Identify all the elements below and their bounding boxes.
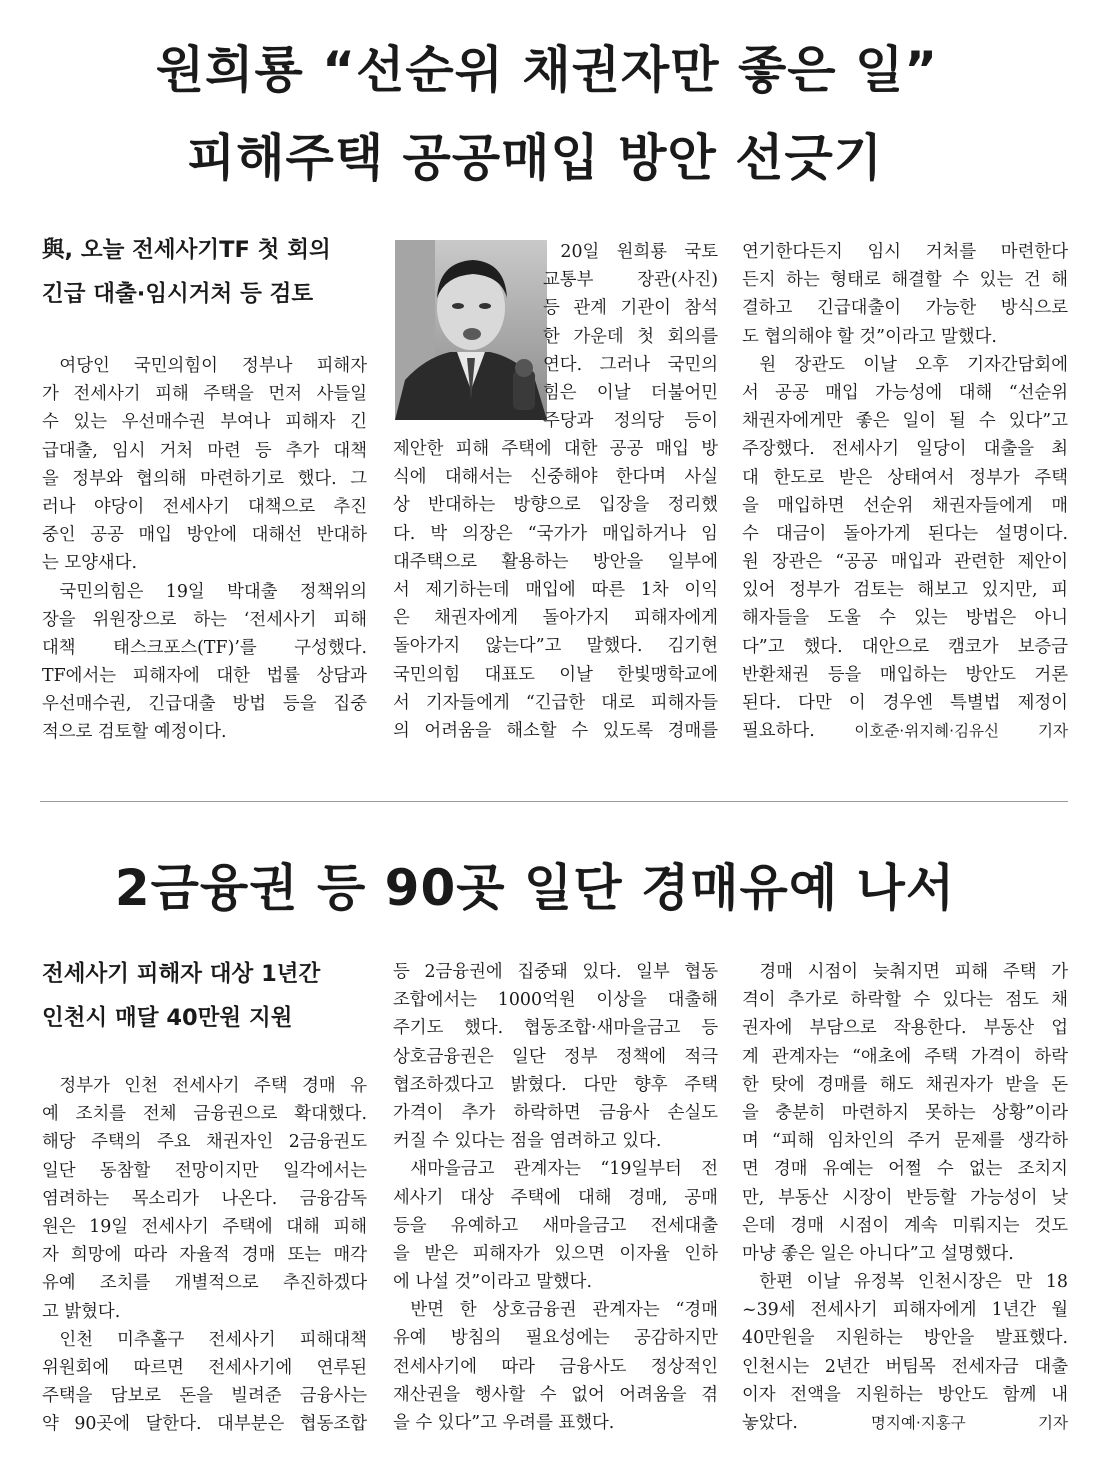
text-line: 해당 주택의 주요 채권자인 2금융권도 <box>42 1132 367 1153</box>
reporter-byline: 이호준·위지혜·김유신 기자 <box>854 722 1068 741</box>
text-line: 국민의힘은 19일 박대출 정책위의 <box>59 581 367 602</box>
text-line: 20일 원희룡 국토 <box>560 242 718 262</box>
text-line: 있어 정부가 검토는 해보고 있지만, 피 <box>742 580 1068 601</box>
article2-subhead <box>42 952 320 1040</box>
article1-headline-line1: 원희룡 “선순위 채권자만 좋은 일” <box>155 41 939 99</box>
text-line: 서 제기하는데 매입에 따른 1차 이익 <box>393 579 718 600</box>
text-line: 마냥 좋은 일은 아니다”고 설명했다. <box>742 1243 1014 1264</box>
section-divider <box>40 801 1068 802</box>
text-line: 주당과 정의당 등이 <box>543 411 718 432</box>
text-line: 여당인 국민의힘이 정부나 피해자 <box>59 356 367 376</box>
text-line: 을 매입하면 선순위 채권자들에게 매 <box>742 495 1068 516</box>
text-line: 급대출, 임시 거처 마련 등 추가 대책 <box>42 440 367 461</box>
text-line: 수 있는 우선매수권 부여나 피해자 긴 <box>42 412 367 433</box>
text-line: 한 탓에 경매를 해도 채권자가 받을 돈 <box>742 1074 1068 1095</box>
article1-headline-line2: 피해주택 공공매입 방안 선긋기 <box>186 129 884 187</box>
text-line: 경매 시점이 늦춰지면 피해 주택 가 <box>759 962 1068 982</box>
text-line: 을 충분히 마련하지 못하는 상황”이라 <box>742 1102 1068 1123</box>
article1-subhead <box>42 228 331 316</box>
text-line: 유예 방침의 필요성에는 공감하지만 <box>393 1328 718 1349</box>
text-line: 든지 하는 형태로 해결할 수 있는 건 해 <box>742 270 1068 291</box>
text-line: 등 2금융권에 집중돼 있다. 일부 협동 <box>393 962 718 982</box>
text-line: 제안한 피해 주택에 대한 공공 매입 방 <box>393 439 718 459</box>
text-line: 정부가 인천 전세사기 주택 경매 유 <box>59 1076 367 1096</box>
text-line: 원은 19일 전세사기 주택에 대해 피해 <box>42 1216 367 1237</box>
reporter-byline: 명지예·지홍구 기자 <box>870 1414 1068 1432</box>
text-line: 일단 동참할 전망이지만 일각에서는 <box>42 1160 367 1181</box>
text-line: 유예 조치를 개별적으로 추진하겠다 <box>42 1273 367 1294</box>
text-line: 한편 이날 유정복 인천시장은 만 18 <box>759 1272 1068 1293</box>
article1-column-2 <box>393 435 718 745</box>
text-line: 가격이 추가 하락하면 금융사 손실도 <box>393 1102 718 1123</box>
text-line: 이자 전액을 지원하는 방안도 함께 내 <box>742 1384 1068 1405</box>
byline-line <box>742 717 1068 745</box>
article1-subhead-line2: 긴급 대출·임시거처 등 검토 <box>42 281 314 307</box>
text-line: 가 전세사기 피해 주택을 먼저 사들일 <box>42 384 367 405</box>
closing-text: 필요하다. <box>742 721 815 742</box>
text-line: 세사기 대상 주택에 대해 경매, 공매 <box>393 1187 718 1208</box>
text-line: 새마을금고 관계자는 “19일부터 전 <box>410 1159 718 1180</box>
text-line: 인천 미추홀구 전세사기 피해대책 <box>59 1329 367 1350</box>
text-line: 주기도 했다. 협동조합·새마을금고 등 <box>393 1018 718 1039</box>
text-line: ~39세 전세사기 피해자에게 1년간 월 <box>742 1300 1068 1321</box>
text-line: 우선매수권, 긴급대출 방법 등을 집중 <box>42 694 367 715</box>
article2-column-2 <box>393 958 718 1437</box>
text-line: TF에서는 피해자에 대한 법률 상담과 <box>42 666 367 687</box>
text-line: 반환채권 등을 매입하는 방안도 거론 <box>742 664 1068 685</box>
byline-line <box>742 1409 1068 1437</box>
text-line: 위원회에 따르면 전세사기에 연루된 <box>42 1357 367 1378</box>
text-line: 권자에 부담으로 작용한다. 부동산 업 <box>742 1018 1068 1039</box>
text-line: 상호금융권은 일단 정부 정책에 적극 <box>393 1046 718 1067</box>
minister-portrait-image <box>395 240 547 420</box>
article2-subhead-line2: 인천시 매달 40만원 지원 <box>42 1005 293 1031</box>
text-line: 중인 공공 매입 방안에 대해선 반대하 <box>42 525 367 546</box>
text-line: 반면 한 상호금융권 관계자는 “경매 <box>410 1300 718 1321</box>
text-line: 협조하겠다고 밝혔다. 다만 향후 주택 <box>393 1074 718 1095</box>
text-line: 교통부 장관(사진) <box>543 270 718 291</box>
text-line: 은데 경매 시점이 계속 미뤄지는 것도 <box>742 1215 1068 1236</box>
text-line: 한 가운데 첫 회의를 <box>543 326 718 347</box>
text-line: 은 채권자에게 돌아가지 피해자에게 <box>393 608 718 629</box>
text-line: 주택을 담보로 돈을 빌려준 금융사는 <box>42 1386 367 1407</box>
closing-text: 놓았다. <box>742 1413 798 1433</box>
text-line: 대 한도로 받은 상태여서 정부가 주택 <box>742 467 1068 488</box>
minister-photo <box>395 240 547 420</box>
text-line: 만, 부동산 시장이 반등할 가능성이 낮 <box>742 1187 1068 1208</box>
text-line: 등 관계 기관이 참석 <box>543 298 718 319</box>
text-line: 해자들을 도울 수 있는 방법은 아니 <box>742 608 1068 629</box>
text-line: 는 모양새다. <box>42 553 138 574</box>
text-line: 계 관계자는 “애초에 주택 가격이 하락 <box>742 1046 1068 1067</box>
text-line: 예 조치를 전체 금융권으로 확대했다. <box>42 1104 367 1125</box>
text-line: 주장했다. 전세사기 일당이 대출을 최 <box>742 439 1068 460</box>
text-line: 다. 박 의장은 “국가가 매입하거나 임 <box>393 523 718 544</box>
text-line: 적으로 검토할 예정이다. <box>42 722 227 743</box>
text-line: 연다. 그러나 국민의 <box>543 354 718 375</box>
article2-subhead-line1: 전세사기 피해자 대상 1년간 <box>42 961 321 987</box>
text-line: 면 경매 유예는 어쩔 수 없는 조치지 <box>742 1159 1068 1180</box>
text-line: 서 기자들에게 “긴급한 대로 피해자들 <box>393 692 718 713</box>
text-line: 대책 태스크포스(TF)’를 구성했다. <box>42 637 367 658</box>
text-line: 식에 대해서는 신중해야 한다며 사실 <box>393 467 718 488</box>
text-line: 격이 추가로 하락할 수 있다는 점도 채 <box>742 990 1068 1011</box>
text-line: 대주택으로 활용하는 방안을 일부에 <box>393 551 718 572</box>
text-line: 40만원을 지원하는 방안을 발표했다. <box>742 1328 1068 1349</box>
text-line: 장을 위원장으로 하는 ‘전세사기 피해 <box>42 609 367 630</box>
text-line: 원 장관은 “공공 매입과 관련한 제안이 <box>742 552 1068 573</box>
article1-column-3 <box>742 238 1068 745</box>
text-line: 결하고 긴급대출이 가능한 방식으로 <box>742 298 1068 319</box>
text-line: 된다. 다만 이 경우엔 특별법 제정이 <box>742 693 1068 713</box>
text-line: 조합에서는 1000억원 이상을 대출해 <box>393 990 718 1011</box>
text-line: 러나 야당이 전세사기 대책으로 추진 <box>42 496 367 517</box>
text-line: 채권자에게만 좋은 일이 될 수 있다”고 <box>742 411 1068 432</box>
text-line: 등을 유예하고 새마을금고 전세대출 <box>393 1215 718 1236</box>
text-line: 수 대금이 돌아가게 된다는 설명이다. <box>742 523 1068 544</box>
text-line: 고 밝혔다. <box>42 1301 121 1322</box>
article2-column-3 <box>742 958 1068 1437</box>
text-line: 을 정부와 협의해 마련하기로 했다. 그 <box>42 468 367 489</box>
text-line: 다”고 했다. 대안으로 캠코가 보증금 <box>742 636 1068 657</box>
text-line: 인천시는 2년간 버팀목 전세자금 대출 <box>742 1356 1068 1377</box>
text-line: 커질 수 있다는 점을 염려하고 있다. <box>393 1131 662 1152</box>
text-line: 전세사기에 따라 금융사도 정상적인 <box>393 1356 718 1377</box>
text-line: 상 반대하는 방향으로 입장을 정리했 <box>393 495 718 516</box>
text-line: 국민의힘 대표도 이날 한빛맹학교에 <box>393 664 718 685</box>
text-line: 의 어려움을 해소할 수 있도록 경매를 <box>393 720 718 741</box>
text-line: 을 수 있다”고 우려를 표했다. <box>393 1413 615 1433</box>
article1-subhead-line1: 與, 오늘 전세사기TF 첫 회의 <box>42 237 331 263</box>
text-line: 도 협의해야 할 것”이라고 말했다. <box>742 326 997 347</box>
text-line: 재산권을 행사할 수 없어 어려움을 겪 <box>393 1384 718 1405</box>
text-line: 자 희망에 따라 자율적 경매 또는 매각 <box>42 1245 367 1266</box>
text-line: 에 나설 것”이라고 말했다. <box>393 1272 592 1293</box>
article2-column-1 <box>42 1072 367 1438</box>
text-line: 염려하는 목소리가 나온다. 금융감독 <box>42 1188 367 1209</box>
text-line: 돌아가지 않는다”고 말했다. 김기현 <box>393 636 718 657</box>
text-line: 원 장관도 이날 오후 기자간담회에 <box>759 354 1068 375</box>
text-line: 며 “피해 임차인의 주거 문제를 생각하 <box>742 1131 1068 1152</box>
article1-column-2-top <box>543 238 718 435</box>
article2-headline: 2금융권 등 90곳 일단 경매유예 나서 <box>114 859 956 917</box>
text-line: 서 공공 매입 가능성에 대해 “선순위 <box>742 382 1068 403</box>
article1-column-1 <box>42 352 367 747</box>
text-line: 연기한다든지 임시 거처를 마련한다 <box>742 242 1068 262</box>
text-line: 힘은 이날 더불어민 <box>543 382 718 403</box>
text-line: 약 90곳에 달한다. 대부분은 협동조합 <box>42 1414 367 1435</box>
text-line: 을 받은 피해자가 있으면 이자율 인하 <box>393 1243 718 1264</box>
